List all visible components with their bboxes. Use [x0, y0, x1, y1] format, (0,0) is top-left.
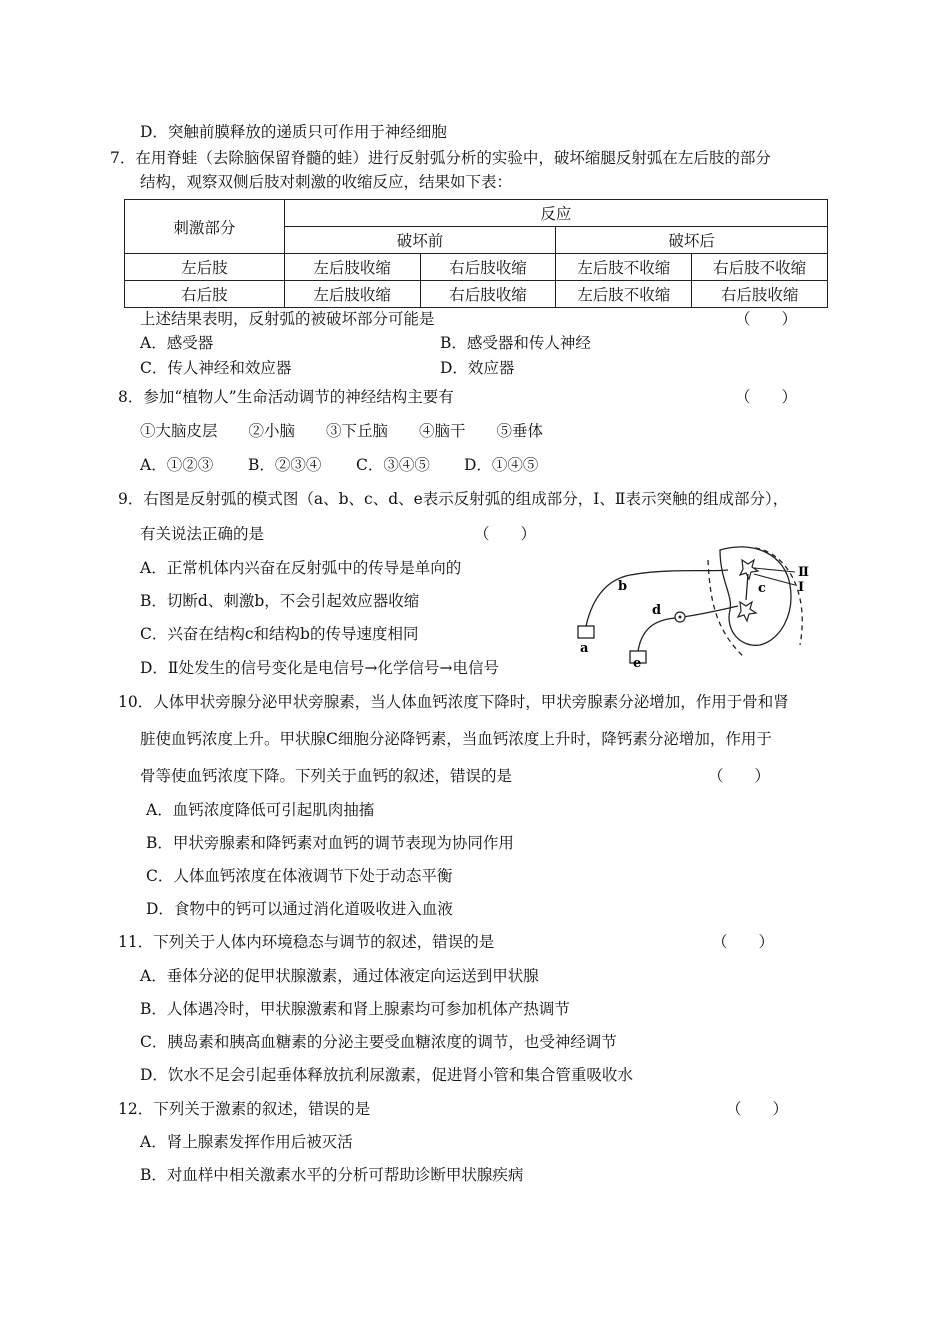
table-header-response: 反应	[284, 200, 827, 227]
q7-answer-paren: （ ）	[735, 310, 798, 328]
q8-answer-paren: （ ）	[735, 388, 798, 406]
q10-option-a: A．血钙浓度降低可引起肌肉抽搐	[146, 801, 375, 819]
table-cell: 右后肢收缩	[420, 281, 556, 308]
table-cell: 左后肢不收缩	[556, 254, 692, 281]
q12-option-b: B．对血样中相关激素水平的分析可帮助诊断甲状腺疾病	[140, 1166, 524, 1184]
q9-answer-paren: （ ）	[474, 525, 537, 543]
table-cell: 右后肢不收缩	[692, 254, 828, 281]
q9-option-c: C．兴奋在结构c和结构b的传导速度相同	[140, 625, 419, 643]
q7-option-a: A．感受器	[140, 334, 214, 352]
label-c: c	[758, 581, 766, 596]
q11-answer-paren: （ ）	[712, 933, 775, 951]
q9-stem-line1: 9．右图是反射弧的模式图（a、b、c、d、e表示反射弧的组成部分，Ⅰ、Ⅱ表示突触的组成部分），	[118, 490, 789, 508]
table-cell: 左后肢	[125, 254, 285, 281]
q10-line1: 10．人体甲状旁腺分泌甲状旁腺素，当人体血钙浓度下降时，甲状旁腺素分泌增加，作用于骨和肾	[118, 693, 789, 711]
table-cell: 左后肢不收缩	[556, 281, 692, 308]
table-cell: 右后肢	[125, 281, 285, 308]
q9-option-a: A．正常机体内兴奋在反射弧中的传导是单向的	[140, 559, 462, 577]
interneuron-c	[746, 574, 748, 600]
label-d: d	[652, 603, 662, 618]
q12-stem: 12．下列关于激素的叙述，错误的是	[118, 1100, 371, 1118]
q11-option-a: A．垂体分泌的促甲状腺激素，通过体液定向运送到甲状腺	[140, 967, 539, 985]
q11-option-b: B．人体遇冷时，甲状腺激素和肾上腺素均可参加机体产热调节	[140, 1000, 570, 1018]
q8-option-b: B．②③④	[248, 456, 322, 474]
q7-stem-line1: 7．在用脊蛙（去除脑保留脊髓的蛙）进行反射弧分析的实验中，破坏缩腿反射弧在左后肢的部分	[110, 149, 771, 167]
q10-answer-paren: （ ）	[708, 767, 771, 785]
q8-option-c: C．③④⑤	[356, 456, 430, 474]
interneuron-body	[740, 560, 758, 579]
label-I: Ⅰ	[798, 580, 805, 595]
q12-answer-paren: （ ）	[726, 1100, 789, 1118]
q9-stem-line2: 有关说法正确的是	[140, 525, 265, 543]
table-header-stimulus: 刺激部分	[125, 200, 285, 254]
q12-option-a: A．肾上腺素发挥作用后被灭活	[140, 1133, 353, 1151]
table-cell: 左后肢收缩	[284, 281, 420, 308]
motor-neuron-body	[738, 602, 756, 621]
table-row	[125, 254, 828, 281]
q8-stem: 8．参加“植物人”生命活动调节的神经结构主要有	[118, 388, 454, 406]
q6-option-d: D．突触前膜释放的递质只可作用于神经细胞	[140, 123, 447, 141]
q7-stem-line2: 结构，观察双侧后肢对刺激的收缩反应，结果如下表：	[140, 173, 513, 191]
q10-option-c: C．人体血钙浓度在体液调节下处于动态平衡	[146, 867, 453, 885]
q10-line3: 骨等使血钙浓度下降。下列关于血钙的叙述，错误的是	[140, 767, 513, 785]
table-cell: 右后肢收缩	[692, 281, 828, 308]
table-cell: 右后肢收缩	[420, 254, 556, 281]
q9-option-b: B．切断d、刺激b，不会引起效应器收缩	[140, 592, 420, 610]
label-a: a	[580, 641, 589, 656]
label-e: e	[633, 656, 642, 670]
q7-question: 上述结果表明，反射弧的被破坏部分可能是	[140, 310, 435, 328]
q9-option-d: D．Ⅱ处发生的信号变化是电信号→化学信号→电信号	[140, 659, 499, 677]
table-header-before: 破坏前	[284, 227, 556, 254]
q7-option-b: B．感受器和传人神经	[440, 334, 591, 352]
q11-option-d: D．饮水不足会引起垂体释放抗利尿激素，促进肾小管和集合管重吸收水	[140, 1066, 633, 1084]
reflex-arc-diagram	[570, 530, 830, 670]
q7-results-table	[124, 199, 828, 308]
q8-items: ①大脑皮层 ②小脑 ③下丘脑 ④脑干 ⑤垂体	[140, 422, 544, 440]
q11-option-c: C．胰岛素和胰高血糖素的分泌主要受血糖浓度的调节，也受神经调节	[140, 1033, 617, 1051]
leader-line-II	[754, 568, 795, 572]
table-header-after: 破坏后	[556, 227, 828, 254]
ganglion-dot	[679, 616, 682, 619]
label-b: b	[618, 579, 628, 594]
table-cell: 左后肢收缩	[284, 254, 420, 281]
q10-option-b: B．甲状旁腺素和降钙素对血钙的调节表现为协同作用	[146, 834, 514, 852]
q11-stem: 11．下列关于人体内环境稳态与调节的叙述，错误的是	[118, 933, 495, 951]
q7-option-c: C．传人神经和效应器	[140, 359, 292, 377]
q8-option-a: A．①②③	[140, 456, 214, 474]
label-II: Ⅱ	[798, 565, 809, 580]
receptor-box-a	[578, 626, 594, 638]
q10-option-d: D．食物中的钙可以通过消化道吸收进入血液	[146, 900, 453, 918]
q8-option-d: D．①④⑤	[464, 456, 539, 474]
table-row	[125, 281, 828, 308]
q10-line2: 脏使血钙浓度上升。甲状腺C细胞分泌降钙素，当血钙浓度上升时，降钙素分泌增加，作用于	[140, 730, 772, 748]
q7-option-d: D．效应器	[440, 359, 515, 377]
